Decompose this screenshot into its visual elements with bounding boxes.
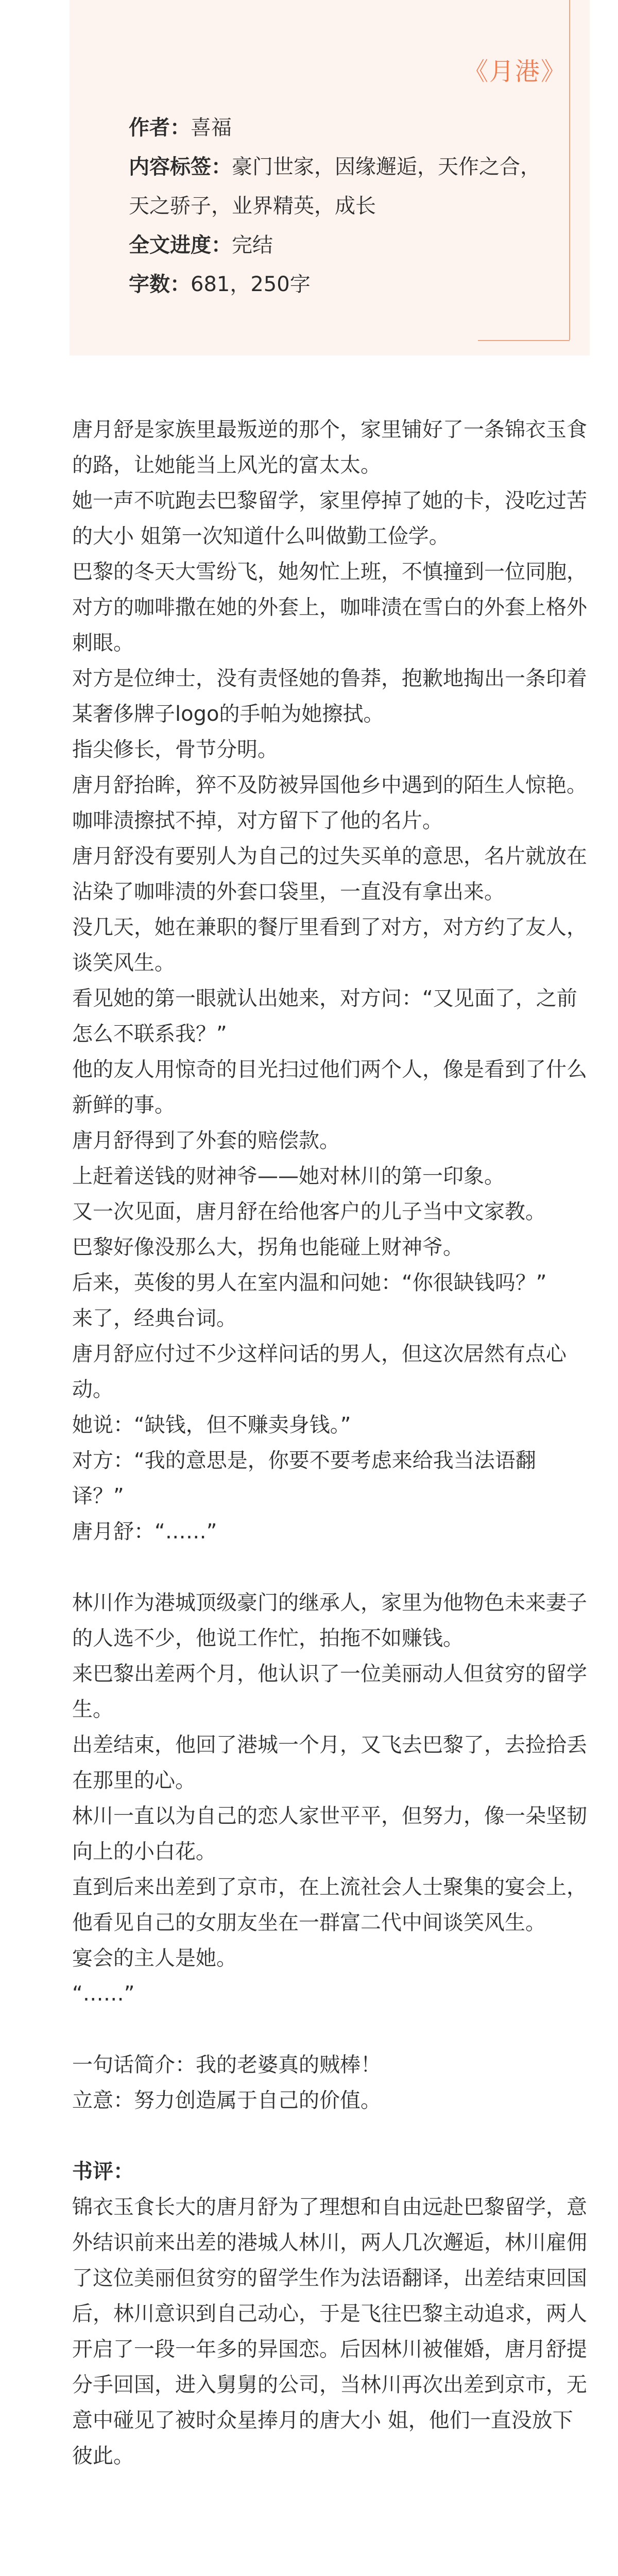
spacer — [72, 1550, 587, 1585]
progress-value: 完结 — [232, 233, 273, 257]
review-title: 书评： — [72, 2160, 134, 2183]
paragraph: 唐月舒得到了外套的赔偿款。 — [72, 1129, 340, 1153]
paragraph: 她一声不吭跑去巴黎留学，家里停掉了她的卡，没吃过苦的大小 姐第一次知道什么叫做勤工俭学。 — [72, 489, 587, 548]
paragraph: 林川作为港城顶级豪门的继承人，家里为他物色未来妻子的人选不少，他说工作忙，拍拖不如赚钱。 — [72, 1591, 587, 1650]
paragraph: 林川一直以为自己的恋人家世平平，但努力，像一朵坚韧向上的小白花。 — [72, 1804, 587, 1863]
paragraph: “……” — [72, 1982, 135, 2006]
paragraph: 他的友人用惊奇的目光扫过他们两个人，像是看到了什么新鲜的事。 — [72, 1058, 587, 1117]
paragraph: 宴会的主人是她。 — [72, 1946, 237, 1970]
paragraph: 唐月舒是家族里最叛逆的那个，家里铺好了一条锦衣玉食的路，让她能当上风光的富太太。 — [72, 418, 587, 477]
paragraph: 来巴黎出差两个月，他认识了一位美丽动人但贫穷的留学生。 — [72, 1662, 587, 1721]
paragraph: 来了，经典台词。 — [72, 1307, 237, 1330]
paragraph: 她说：“缺钱，但不赚卖身钱。” — [72, 1413, 351, 1437]
paragraph: 又一次见面，唐月舒在给他客户的儿子当中文家教。 — [72, 1200, 546, 1224]
paragraph: 上赶着送钱的财神爷——她对林川的第一印象。 — [72, 1164, 505, 1188]
paragraph: 对方：“我的意思是，你要不要考虑来给我当法语翻译？” — [72, 1449, 536, 1508]
author-row — [129, 108, 551, 147]
words-label: 字数： — [129, 273, 191, 296]
tags-row — [129, 147, 551, 226]
book-info — [129, 108, 551, 304]
progress-label: 全文进度： — [129, 233, 232, 257]
article-body — [72, 412, 587, 2474]
card-decor-line-vertical — [569, 0, 570, 340]
spacer — [72, 2012, 587, 2047]
tags-value: 豪门世家，因缘邂逅，天作之合，天之骄子，业界精英，成长 — [129, 155, 541, 218]
one-line-summary: 一句话简介：我的老婆真的贼棒！ — [72, 2053, 381, 2077]
paragraph: 直到后来出差到了京市，在上流社会人士聚集的宴会上，他看见自己的女朋友坐在一群富二代中间谈笑风生。 — [72, 1875, 587, 1935]
author-label: 作者： — [129, 116, 191, 140]
theme-statement: 立意：努力创造属于自己的价值。 — [72, 2089, 381, 2112]
paragraph: 巴黎的冬天大雪纷飞，她匆忙上班，不慎撞到一位同胞，对方的咖啡撒在她的外套上，咖啡渍在雪白的外套上格外刺眼。 — [72, 560, 587, 655]
book-title: 《月港》 — [463, 57, 566, 86]
paragraph: 没几天，她在兼职的餐厅里看到了对方，对方约了友人，谈笑风生。 — [72, 916, 587, 975]
review-text: 锦衣玉食长大的唐月舒为了理想和自由远赴巴黎留学，意外结识前来出差的港城人林川，两人几次邂逅，林川雇佣了这位美丽但贫穷的留学生作为法语翻译，出差结束回国后，林川意识到自己动心，于是飞往巴黎主动追求，两人开启了一段一年多的异国恋。后因林川被催婚，唐月舒提分手回国，进入舅舅的公司，当林川再次出差到京市，无意中碰见了被时众星捧月的唐大小 姐，他们一直没放下彼此。 — [72, 2195, 587, 2468]
paragraph: 巴黎好像没那么大，拐角也能碰上财神爷。 — [72, 1235, 464, 1259]
paragraph: 唐月舒抬眸，猝不及防被异国他乡中遇到的陌生人惊艳。 — [72, 773, 587, 797]
paragraph: 后来，英俊的男人在室内温和问她：“你很缺钱吗？” — [72, 1271, 547, 1295]
progress-row — [129, 226, 551, 265]
paragraph: 唐月舒：“……” — [72, 1520, 217, 1544]
paragraph: 咖啡渍擦拭不掉，对方留下了他的名片。 — [72, 809, 443, 833]
words-row — [129, 265, 551, 304]
paragraph: 指尖修长，骨节分明。 — [72, 738, 278, 761]
tags-label: 内容标签： — [129, 155, 232, 179]
spacer — [72, 2119, 587, 2154]
paragraph: 唐月舒应付过不少这样问话的男人，但这次居然有点心动。 — [72, 1342, 566, 1401]
paragraph: 看见她的第一眼就认出她来，对方问：“又见面了，之前怎么不联系我？” — [72, 987, 577, 1046]
words-value: 681，250字 — [191, 273, 311, 296]
card-decor-line-horizontal — [478, 340, 570, 341]
paragraph: 出差结束，他回了港城一个月，又飞去巴黎了，去捡拾丢在那里的心。 — [72, 1733, 587, 1792]
author-value: 喜福 — [191, 116, 232, 140]
paragraph: 唐月舒没有要别人为自己的过失买单的意思，名片就放在沾染了咖啡渍的外套口袋里，一直没有拿出来。 — [72, 844, 587, 904]
paragraph: 对方是位绅士，没有责怪她的鲁莽，抱歉地掏出一条印着某奢侈牌子logo的手帕为她擦拭。 — [72, 667, 587, 726]
